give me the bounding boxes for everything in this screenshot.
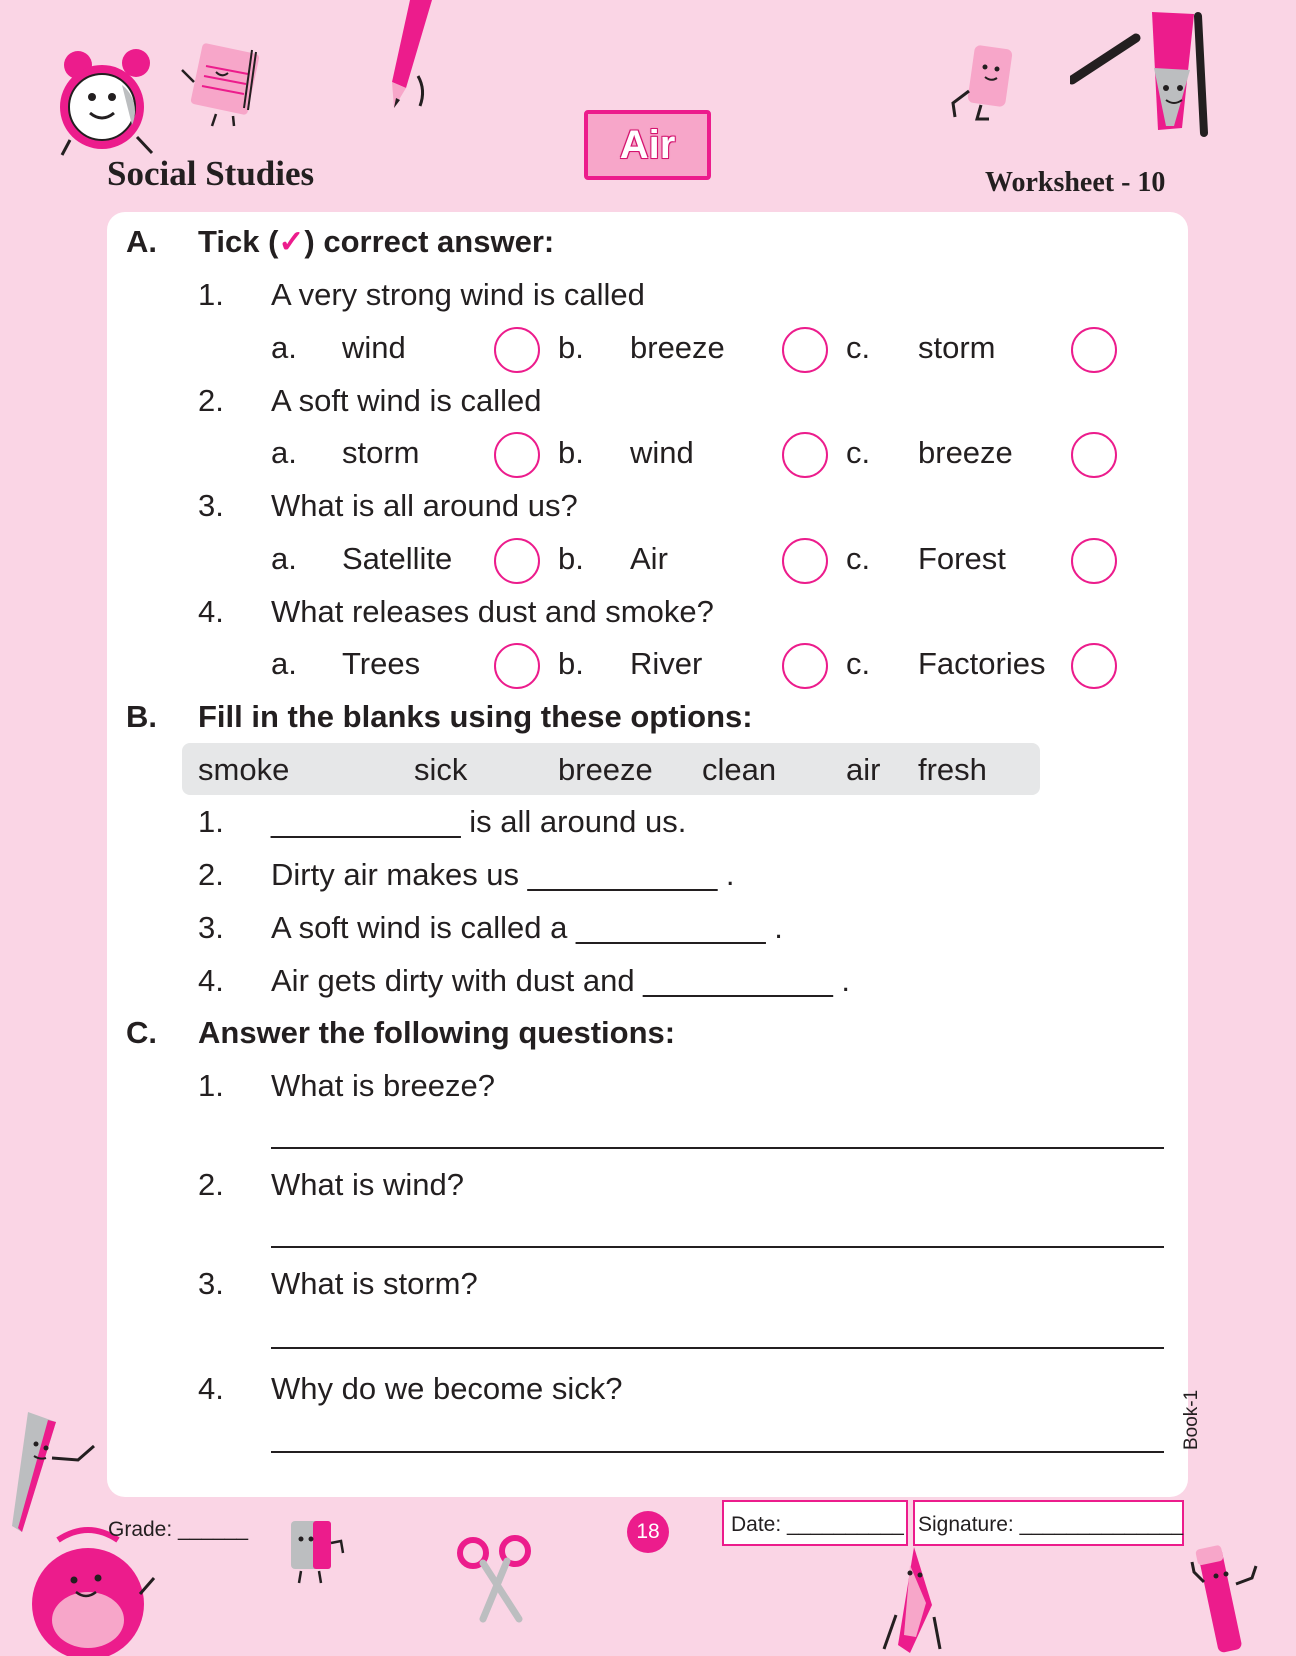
subject-label: Social Studies (107, 154, 315, 193)
option-text: Factories (918, 646, 1046, 681)
word-option: breeze (558, 752, 653, 787)
answer-circle[interactable] (1071, 643, 1117, 689)
option-text: breeze (918, 435, 1013, 470)
question-number: 2. (198, 1167, 224, 1202)
answer-circle[interactable] (1071, 432, 1117, 478)
answer-line[interactable] (271, 1451, 1164, 1453)
option-text: Satellite (342, 541, 453, 576)
book-label: Book-1 (1181, 1389, 1202, 1450)
title-badge (584, 110, 711, 180)
option-letter: a. (271, 646, 297, 681)
answer-circle[interactable] (1071, 538, 1117, 584)
word-option: sick (414, 752, 468, 787)
option-letter: c. (846, 330, 871, 365)
answer-circle[interactable] (494, 327, 540, 373)
signature-field: Signature: ______________ (918, 1513, 1184, 1536)
fill-blank-number: 3. (198, 910, 224, 945)
section-c-letter: C. (126, 1015, 157, 1050)
page-number-badge (627, 1511, 669, 1553)
section-a-heading (198, 226, 554, 257)
option-letter: c. (846, 435, 871, 470)
answer-circle[interactable] (494, 432, 540, 478)
option-text: Forest (918, 541, 1006, 576)
grade-field[interactable]: Grade: ______ (108, 1518, 249, 1541)
pencil-character-icon (1070, 8, 1220, 138)
word-option: fresh (918, 752, 987, 787)
page-title: Air (619, 122, 676, 167)
option-letter: b. (558, 330, 584, 365)
pen-character-icon (1190, 1540, 1262, 1656)
date-field: Date: __________ (731, 1513, 904, 1536)
page-number: 18 (636, 1520, 660, 1543)
answer-circle[interactable] (782, 327, 828, 373)
option-letter: a. (271, 541, 297, 576)
question-text: What releases dust and smoke? (271, 594, 714, 629)
answer-circle[interactable] (782, 538, 828, 584)
option-letter: b. (558, 541, 584, 576)
option-text: breeze (630, 330, 725, 365)
option-text: River (630, 646, 703, 681)
question-text: A very strong wind is called (271, 277, 645, 312)
section-c-heading: Answer the following questions: (198, 1015, 676, 1050)
question-text: Why do we become sick? (271, 1371, 623, 1406)
option-text: Air (630, 541, 668, 576)
question-text: What is storm? (271, 1266, 478, 1301)
word-option: clean (702, 752, 777, 787)
question-number: 3. (198, 1266, 224, 1301)
fill-blank-sentence: A soft wind is called a ___________ . (271, 910, 783, 945)
answer-line[interactable] (271, 1246, 1164, 1248)
fill-blank-sentence: Air gets dirty with dust and ___________ . (271, 963, 851, 998)
answer-circle[interactable] (782, 643, 828, 689)
fill-blank-number: 1. (198, 804, 224, 839)
section-a-letter: A. (126, 224, 157, 259)
question-text: What is wind? (271, 1167, 464, 1202)
fill-blank-sentence: Dirty air makes us ___________ . (271, 857, 735, 892)
answer-circle[interactable] (1071, 327, 1117, 373)
fill-blank-sentence: ___________ is all around us. (271, 804, 687, 839)
answer-circle[interactable] (494, 643, 540, 689)
word-option: air (846, 752, 881, 787)
question-text: What is all around us? (271, 488, 578, 523)
answer-circle[interactable] (782, 432, 828, 478)
pencil-icon (380, 0, 440, 112)
option-text: wind (630, 435, 694, 470)
option-letter: c. (846, 541, 871, 576)
crayon-icon (880, 1545, 960, 1656)
section-b-letter: B. (126, 699, 157, 734)
notepad-icon (178, 42, 270, 127)
option-text: wind (342, 330, 406, 365)
scissors-icon (455, 1535, 535, 1623)
worksheet-number: Worksheet - 10 (985, 167, 1166, 198)
option-text: storm (918, 330, 996, 365)
alarm-clock-icon (52, 45, 162, 160)
question-text: A soft wind is called (271, 383, 542, 418)
option-letter: a. (271, 330, 297, 365)
fill-blank-number: 4. (198, 963, 224, 998)
section-a-heading-pre: Tick ( (198, 224, 279, 259)
eraser-icon (945, 45, 1027, 123)
question-number: 4. (198, 1371, 224, 1406)
option-letter: c. (846, 646, 871, 681)
question-number: 3. (198, 488, 224, 523)
answer-line[interactable] (271, 1347, 1164, 1349)
option-letter: a. (271, 435, 297, 470)
worksheet-card (107, 212, 1188, 1497)
fill-blank-number: 2. (198, 857, 224, 892)
option-letter: b. (558, 435, 584, 470)
section-a-heading-post: ) correct answer: (304, 224, 555, 259)
question-number: 1. (198, 1068, 224, 1103)
date-box[interactable] (722, 1500, 908, 1546)
option-letter: b. (558, 646, 584, 681)
tick-mark-icon: ✓ (278, 224, 305, 259)
sharpener-icon (283, 1515, 345, 1587)
option-text: storm (342, 435, 420, 470)
question-text: What is breeze? (271, 1068, 495, 1103)
question-number: 4. (198, 594, 224, 629)
answer-line[interactable] (271, 1147, 1164, 1149)
question-number: 1. (198, 277, 224, 312)
option-text: Trees (342, 646, 421, 681)
answer-circle[interactable] (494, 538, 540, 584)
signature-box[interactable] (913, 1500, 1184, 1546)
question-number: 2. (198, 383, 224, 418)
section-b-heading: Fill in the blanks using these options: (198, 699, 753, 734)
word-option: smoke (198, 752, 290, 787)
